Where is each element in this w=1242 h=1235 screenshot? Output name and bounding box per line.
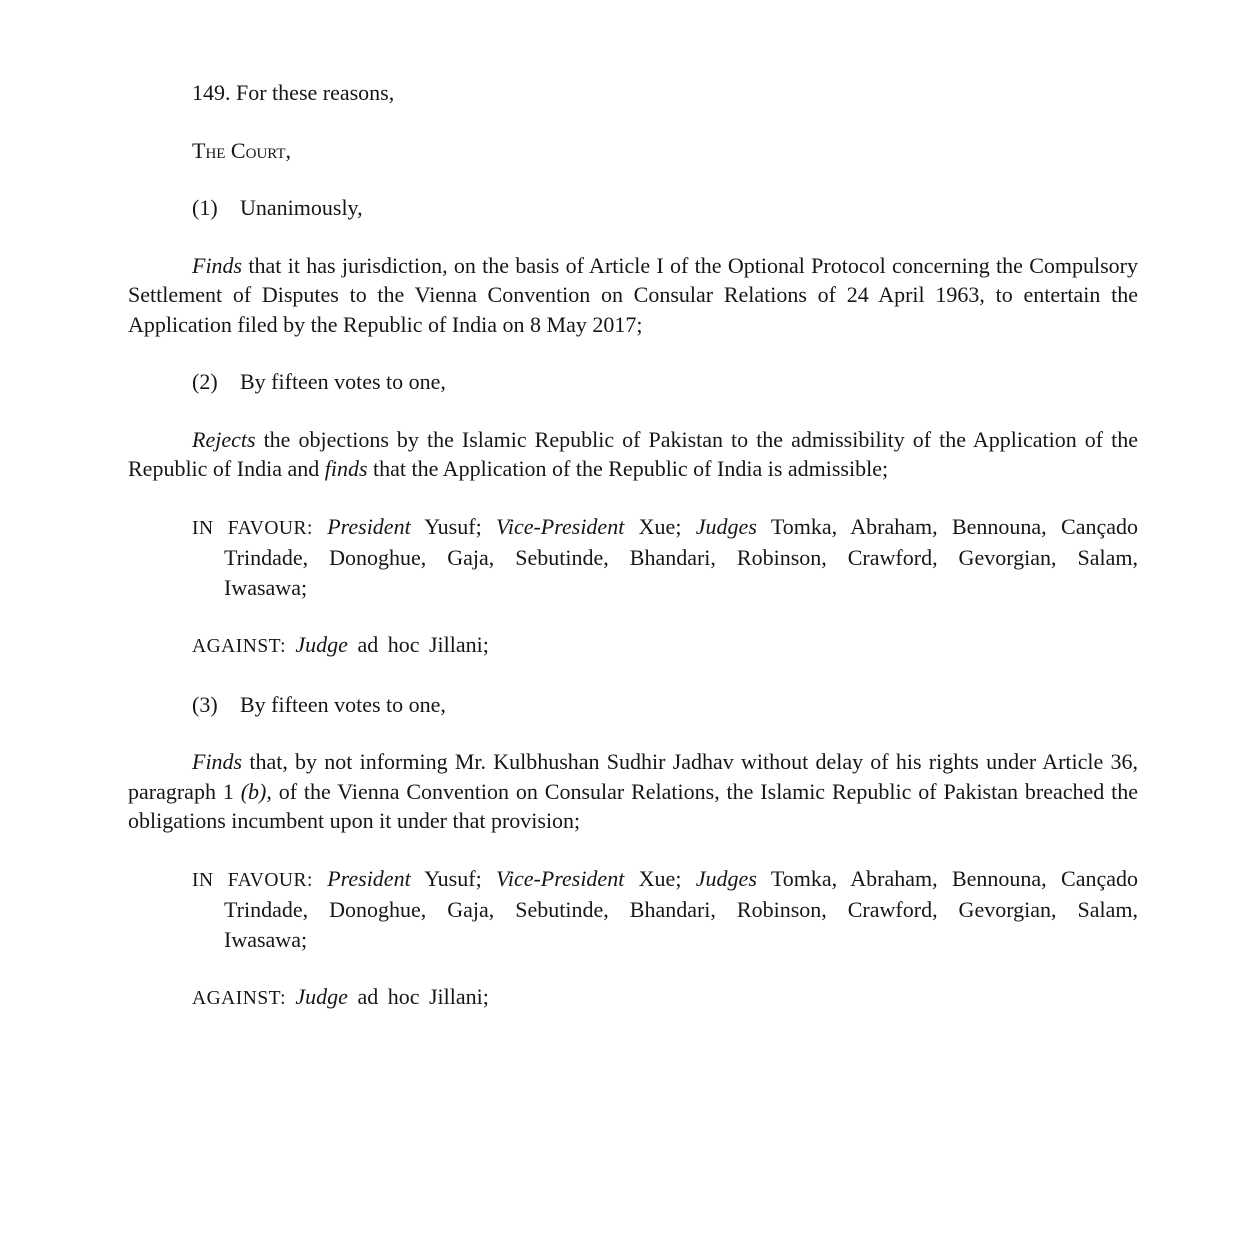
text-segment: Judges — [695, 865, 757, 891]
text-segment: Judges — [695, 513, 757, 539]
text-segment: Judge — [295, 984, 348, 1009]
operative-item-2 — [128, 367, 1138, 397]
text-segment: President — [327, 865, 411, 891]
text-segment: the objections by the Islamic Republic of Pakistan to the admissibility of the Application of the Republic of India and — [128, 426, 1138, 481]
text-segment: that, by not informing Mr. Kulbhushan Sudhir Jadhav without delay of his rights under Article 36, paragraph 1 — [128, 749, 1138, 804]
item-number: (1) — [192, 195, 218, 220]
item-number: (2) — [192, 369, 218, 394]
text-segment: finds — [324, 456, 368, 481]
finding-article-36-breach — [128, 747, 1138, 836]
text-segment: , of the Vienna Convention on Consular Relations, the Islamic Republic of Pakistan breached the obligations incumbent upon it under that provision; — [128, 778, 1138, 833]
text-segment: Rejects — [192, 426, 256, 452]
text-segment: President — [327, 513, 411, 539]
the-court-heading — [128, 136, 1138, 166]
paragraph-149 — [128, 78, 1138, 108]
text-segment: ad hoc Jillani; — [347, 632, 489, 657]
text-segment: that it has jurisdiction, on the basis of Article I of the Optional Protocol concerning the Compulsory Settlement of Disputes to the Vienna Convention on Consular Relations of 24 April 1963, to entertain the Application filed by the Republic of India on 8 May 2017; — [128, 252, 1138, 337]
text-segment: Xue; — [624, 865, 696, 891]
text-segment: 149. For these reasons, — [192, 80, 395, 105]
vote-in-favour-1 — [192, 512, 1139, 603]
text-segment: that the Application of the Republic of India is admissible; — [367, 456, 889, 481]
text-segment: (b) — [240, 778, 267, 804]
text-segment: ad hoc Jillani; — [347, 984, 489, 1009]
operative-item-1 — [128, 193, 1138, 223]
text-segment: Finds — [192, 252, 243, 278]
vote-label: IN FAVOUR: — [192, 517, 328, 539]
text-segment: By fifteen votes to one, — [240, 691, 446, 717]
text-segment: Tomka, Abraham, Bennouna, Cançado Trindade, Donoghue, Gaja, Sebutinde, Bhandari, Robinson, Crawford, Gevorgian, Salam, Iwasawa; — [224, 513, 1139, 600]
vote-label: IN FAVOUR: — [192, 869, 328, 891]
finding-jurisdiction — [128, 251, 1138, 340]
vote-in-favour-2 — [192, 864, 1139, 955]
operative-item-3 — [128, 690, 1138, 720]
text-segment: Judge — [295, 632, 348, 657]
text-segment: The Court, — [192, 137, 292, 163]
vote-against-1 — [192, 630, 1138, 662]
vote-against-2 — [192, 982, 1138, 1014]
text-segment: Unanimously, — [240, 195, 363, 220]
judgment-text — [128, 78, 1138, 1014]
text-segment: Finds — [192, 749, 243, 774]
text-segment: Tomka, Abraham, Bennouna, Cançado Trindade, Donoghue, Gaja, Sebutinde, Bhandari, Robinson, Crawford, Gevorgian, Salam, Iwasawa; — [224, 865, 1139, 952]
text-segment: Xue; — [624, 513, 696, 539]
finding-admissibility — [128, 425, 1138, 484]
text-segment: By fifteen votes to one, — [240, 369, 446, 394]
text-segment: Yusuf; — [410, 513, 497, 539]
vote-label: AGAINST: — [192, 636, 296, 657]
vote-label: AGAINST: — [192, 988, 296, 1009]
text-segment: Vice-President — [496, 513, 625, 539]
item-number: (3) — [192, 691, 218, 717]
text-segment: Yusuf; — [410, 865, 497, 891]
text-segment: Vice-President — [496, 865, 625, 891]
